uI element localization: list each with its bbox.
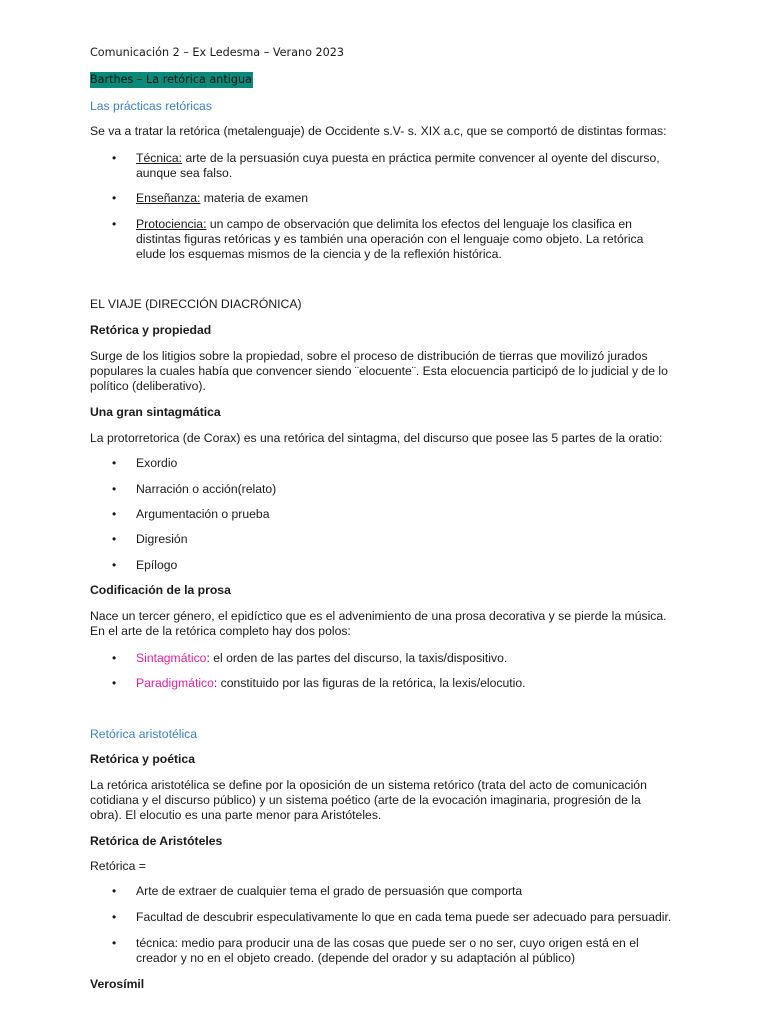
paragraph-line: La protorretorica (de Corax) es una retórica del sintagma, del discurso que posee las 5 partes de la oratio: xyxy=(90,431,663,445)
term-ensenanza: Enseñanza: xyxy=(136,191,201,205)
section-title-viaje: EL VIAJE (DIRECCIÓN DIACRÓNICA) xyxy=(90,297,302,311)
term-paradigmatico: Paradigmático xyxy=(136,676,214,690)
list-item: Argumentación o prueba xyxy=(136,507,270,521)
bullet-marker: • xyxy=(112,482,117,496)
list-item-paradigmatico: Paradigmático: constituido por las figuras de la retórica, la lexis/elocutio. xyxy=(136,676,526,690)
list-item: Digresión xyxy=(136,532,188,546)
list-item: Arte de extraer de cualquier tema el grado de persuasión que comporta xyxy=(136,884,523,898)
document-header: Comunicación 2 – Ex Ledesma – Verano 2023 xyxy=(90,46,344,59)
list-item-tecnica: Técnica: arte de la persuasión cuya puesta en práctica permite convencer al oyente del discurso, xyxy=(136,151,660,165)
heading-sintagmatica: Una gran sintagmática xyxy=(90,405,221,419)
bullet-marker: • xyxy=(112,532,117,546)
paragraph-line: obra). El elocutio es una parte menor para Aristóteles. xyxy=(90,808,382,822)
bullet-marker: • xyxy=(112,676,117,690)
list-item-tecnica-cont: aunque sea falso. xyxy=(136,166,233,180)
heading-retorica-propiedad: Retórica y propiedad xyxy=(90,323,212,337)
list-item: Epílogo xyxy=(136,558,178,572)
bullet-marker: • xyxy=(112,456,117,470)
paragraph-line: La retórica aristotélica se define por la oposición de un sistema retórico (trata del acto de comunicación xyxy=(90,778,647,792)
list-item: Narración o acción(relato) xyxy=(136,482,277,496)
bullet-marker: • xyxy=(112,507,117,521)
bullet-marker: • xyxy=(112,651,117,665)
paragraph-line: Surge de los litigios sobre la propiedad, sobre el proceso de distribución de tierras que movilizó jurados xyxy=(90,349,648,363)
term-protociencia: Protociencia: xyxy=(136,217,207,231)
heading-codificacion: Codificación de la prosa xyxy=(90,583,231,597)
heading-retorica-aristoteles: Retórica de Aristóteles xyxy=(90,834,223,848)
list-item-sintagmatico: Sintagmático: el orden de las partes del discurso, la taxis/dispositivo. xyxy=(136,651,508,665)
list-item-ensenanza: Enseñanza: materia de examen xyxy=(136,191,309,205)
section-heading-practicas: Las prácticas retóricas xyxy=(90,99,212,113)
bullet-marker: • xyxy=(112,884,117,898)
list-item: Facultad de descubrir especulativamente lo que en cada tema puede ser adecuado para persuadir. xyxy=(136,910,672,924)
bullet-marker: • xyxy=(112,217,117,231)
paragraph-line: político (deliberativo). xyxy=(90,379,206,393)
bullet-marker: • xyxy=(112,151,117,165)
heading-verosimil: Verosímil xyxy=(90,977,145,991)
heading-retorica-poetica: Retórica y poética xyxy=(90,752,195,766)
highlighted-title: Barthes – La retórica antigua xyxy=(90,73,252,86)
list-item: técnica: medio para producir una de las cosas que puede ser o no ser, cuyo origen está en el xyxy=(136,936,639,950)
bullet-marker: • xyxy=(112,910,117,924)
intro-paragraph: Se va a tratar la retórica (metalenguaje) de Occidente s.V- s. XIX a.c, que se comportó de distintas formas: xyxy=(90,124,667,138)
list-item-protociencia-cont: distintas figuras retóricas y es también una operación con el lenguaje como objeto. La retórica xyxy=(136,232,644,246)
list-item: Exordio xyxy=(136,456,178,470)
retorica-equals: Retórica = xyxy=(90,859,146,873)
list-item-protociencia-cont: elude los esquemas mismos de la ciencia y de la reflexión histórica. xyxy=(136,247,502,261)
list-item-protociencia: Protociencia: un campo de observación que delimita los efectos del lenguaje los clasifica en xyxy=(136,217,632,231)
paragraph-line: cotidiana y el discurso público) y un sistema poético (arte de la evocación imaginaria, progresión de la xyxy=(90,793,641,807)
bullet-marker: • xyxy=(112,936,117,950)
term-tecnica: Técnica: xyxy=(136,151,183,165)
list-item-cont: creador y no en el objeto creado. (depende del orador y su adaptación al público) xyxy=(136,951,576,965)
paragraph-line: populares la cuales había que convencer siendo ¨elocuente¨. Esta elocuencia participó de lo judicial y de lo xyxy=(90,364,668,378)
bullet-marker: • xyxy=(112,191,117,205)
paragraph-line: En el arte de la retórica completo hay dos polos: xyxy=(90,624,351,638)
section-heading-aristotelica: Retórica aristotélica xyxy=(90,727,198,741)
paragraph-line: Nace un tercer género, el epidíctico que es el advenimiento de una prosa decorativa y se pierde la música. xyxy=(90,609,667,623)
term-sintagmatico: Sintagmático xyxy=(136,651,207,665)
bullet-marker: • xyxy=(112,558,117,572)
